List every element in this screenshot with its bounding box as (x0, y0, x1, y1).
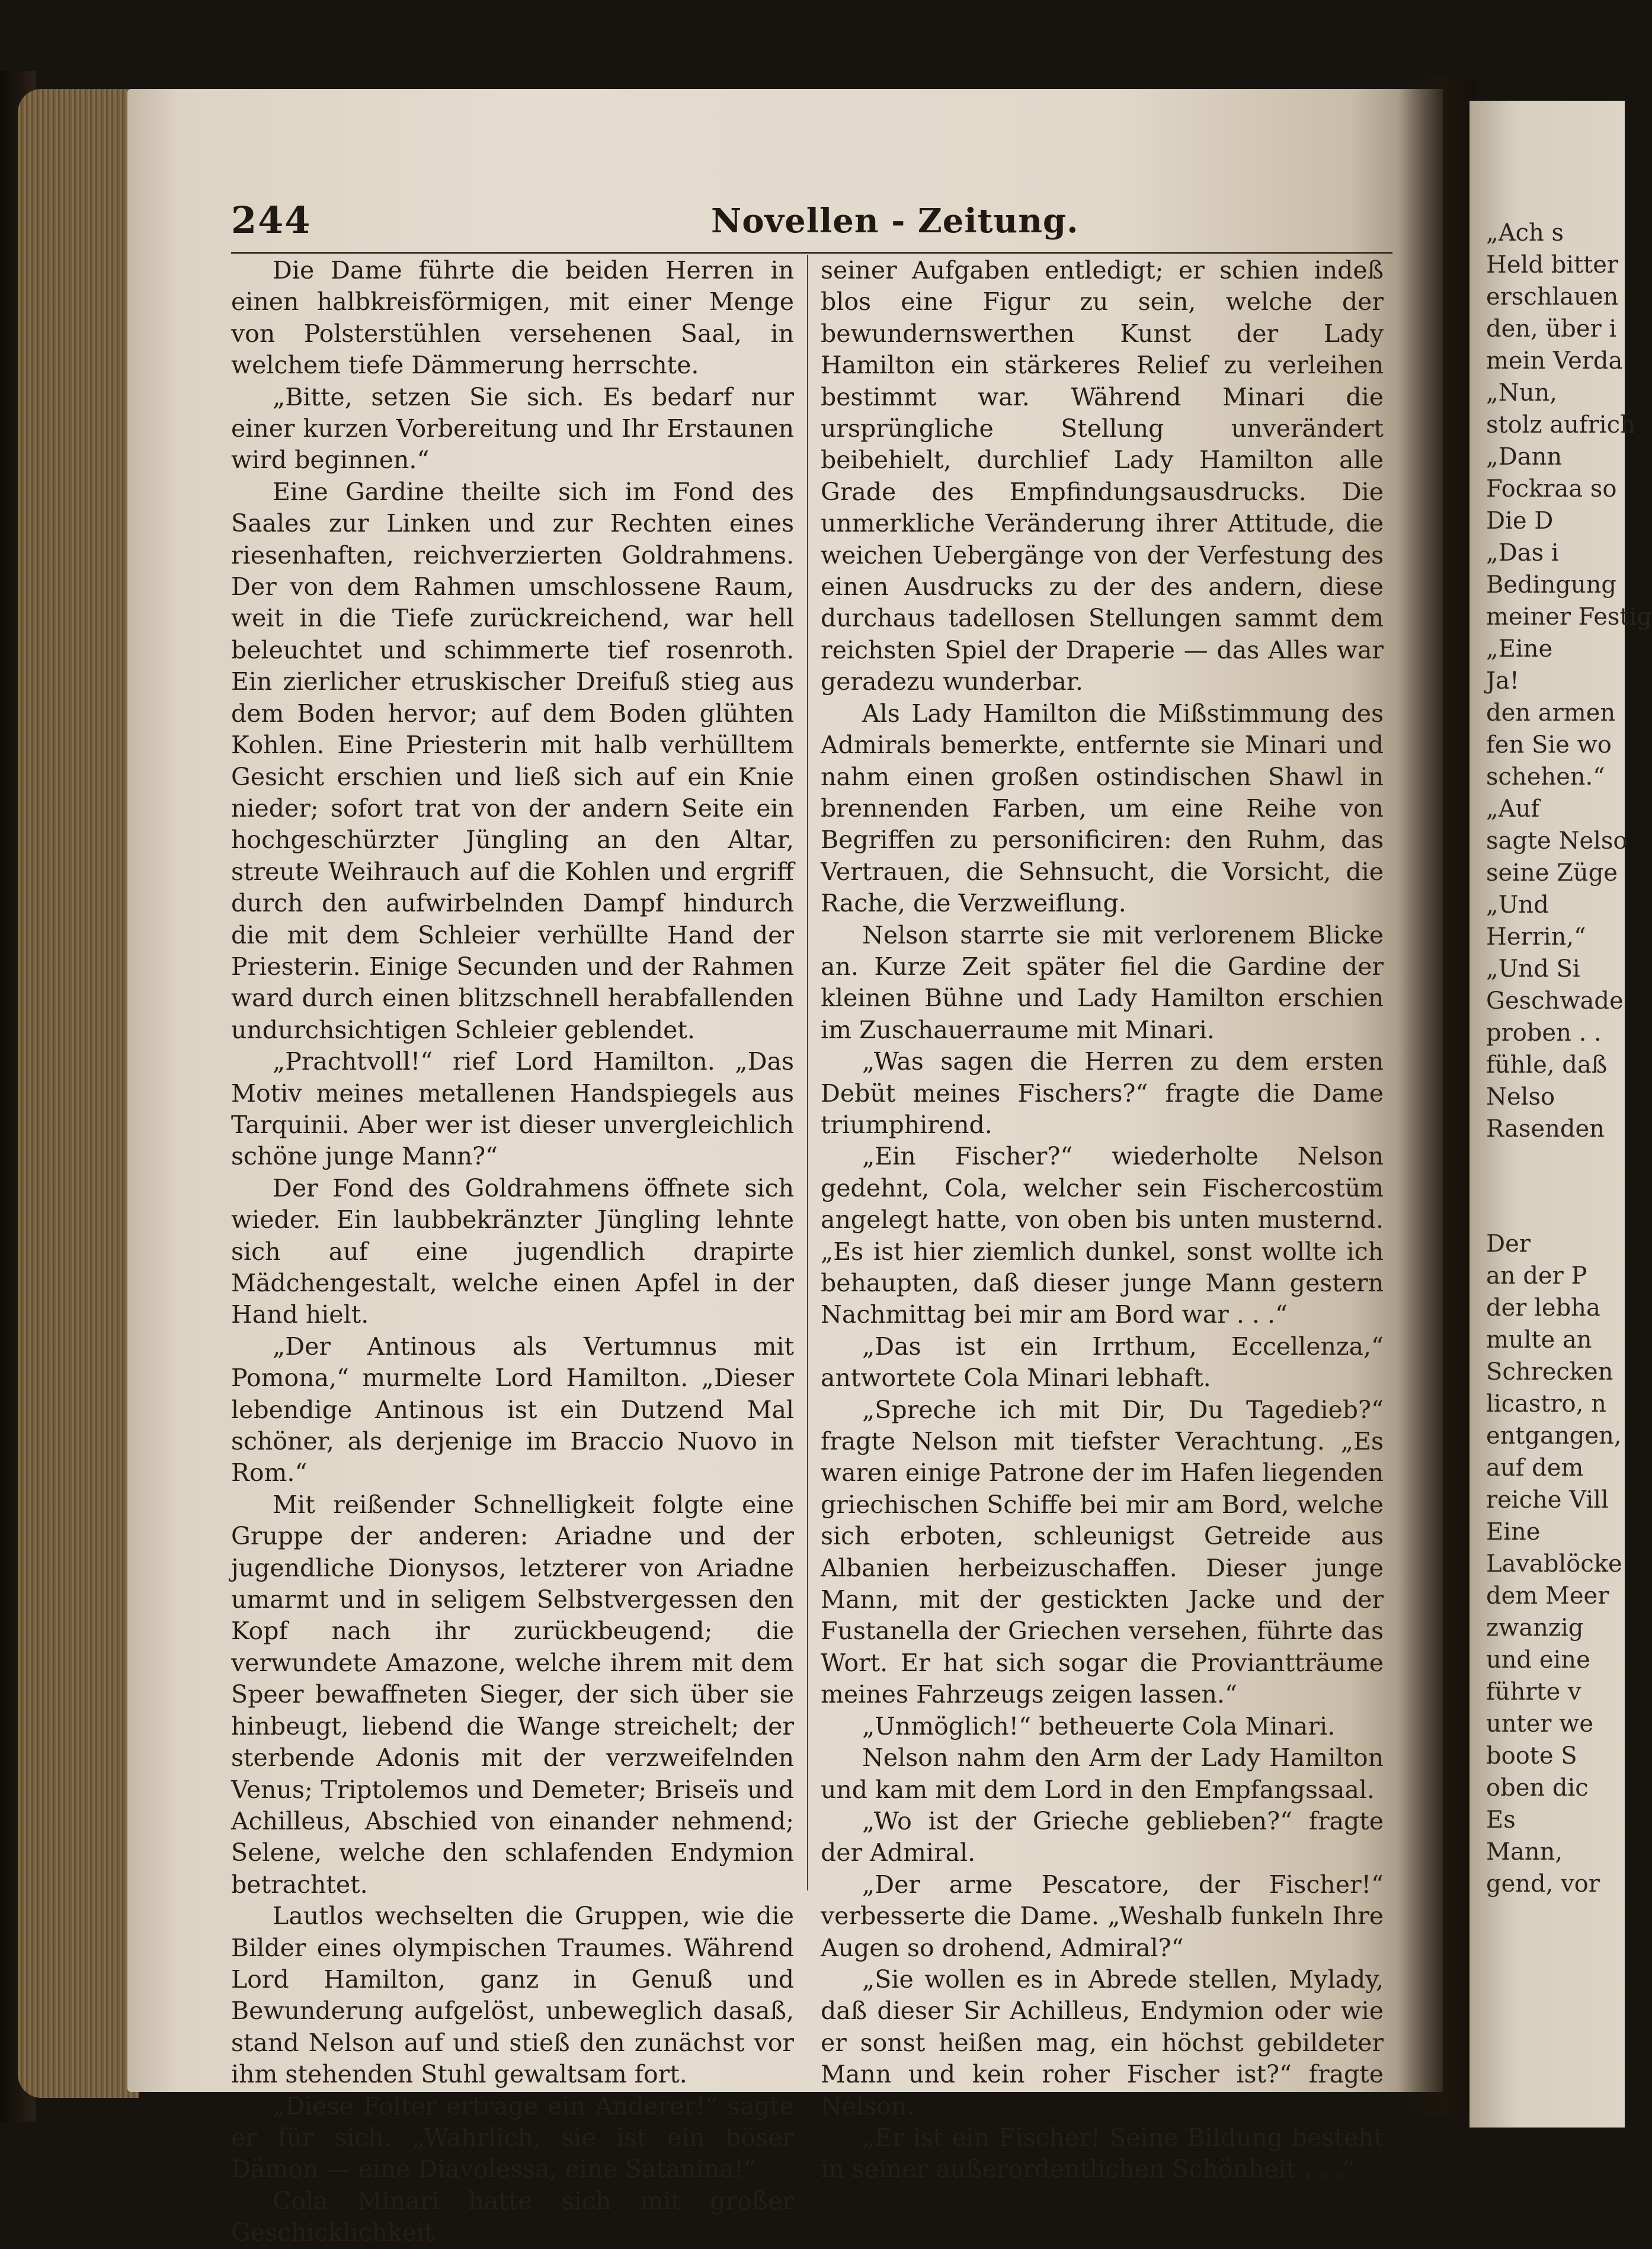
paragraph: „Er ist ein Fischer! Seine Bildung besteht in seiner außerordentlichen Schönheit . . .“ (821, 2123, 1384, 2184)
facing-page-line: Mann, (1486, 1838, 1563, 1866)
facing-page-line: zwanzig (1486, 1614, 1584, 1642)
paragraph: Der Fond des Goldrahmens öffnete sich wieder. Ein laubbekränzter Jüngling lehnte sich auf eine jugendlich drapirte Mädchengestalt, welche einen Apfel in der Hand hielt. (231, 1173, 794, 1329)
facing-page-line: Lavablöcke (1486, 1550, 1622, 1578)
facing-page-line: an der P (1486, 1262, 1587, 1290)
facing-page-line: und eine (1486, 1646, 1590, 1674)
facing-page-line: Held bitter (1486, 251, 1619, 279)
paragraph: „Sie wollen es in Abrede stellen, Mylady, daß dieser Sir Achilleus, Endymion oder wie er sonst heißen mag, ein höchst gebildeter Mann und kein roher Fischer ist?“ fragte Nelson. (821, 1965, 1384, 2120)
facing-page-line: „Dann (1486, 443, 1563, 471)
facing-page-line: sagte Nelso (1486, 827, 1628, 855)
paragraph: „Der Antinous als Vertumnus mit Pomona,“ murmelte Lord Hamilton. „Dieser lebendige Antinous ist ein Dutzend Mal schöner, als derjenige im Braccio Nuovo in Rom.“ (231, 1332, 794, 1487)
paragraph: „Was sagen die Herren zu dem ersten Debüt meines Fischers?“ fragte die Dame triumphirend. (821, 1047, 1384, 1139)
facing-page-line: Der (1486, 1230, 1531, 1258)
paragraph: „Unmöglich!“ betheuerte Cola Minari. (862, 1711, 1336, 1741)
facing-page-line: erschlauen (1486, 283, 1619, 311)
facing-page-line: multe an (1486, 1326, 1592, 1354)
paragraph: „Ein Fischer?“ wiederholte Nelson gedehnt, Cola, welcher sein Fischercostüm angelegt hatte, von oben bis unten musternd. „Es ist hier ziemlich dunkel, sonst wollte ich behaupten, daß dieser junge Mann gestern Nachmittag bei mir am Bord war . . .“ (821, 1142, 1384, 1329)
facing-page-fragment (1469, 101, 1652, 2128)
facing-page-line: Fockraa so (1486, 475, 1617, 503)
facing-page-line: mein Verda (1486, 347, 1623, 375)
paragraph: „Prachtvoll!“ rief Lord Hamilton. „Das Motiv meines metallenen Handspiegels aus Tarquinii. Aber wer ist dieser unvergleichlich schöne junge Mann?“ (231, 1047, 794, 1171)
paragraph: Die Dame führte die beiden Herren in einen halbkreisförmigen, mit einer Menge von Polsterstühlen versehenen Saal, in welchem tiefe Dämmerung herrschte. (231, 256, 794, 380)
left-column (231, 255, 794, 2249)
facing-page-line: Bedingung (1486, 571, 1616, 599)
facing-page-line: dem Meer (1486, 1582, 1609, 1610)
facing-page-line: Nelso (1486, 1083, 1555, 1111)
facing-page-line: fen Sie wo (1486, 731, 1612, 759)
column-divider (807, 255, 808, 1890)
paragraph: „Bitte, setzen Sie sich. Es bedarf nur einer kurzen Vorbereitung und Ihr Erstaunen wird beginnen.“ (231, 382, 794, 475)
paragraph: „Spreche ich mit Dir, Du Tagedieb?“ fragte Nelson mit tiefster Verachtung. „Es waren einige Patrone der im Hafen liegenden griechischen Schiffe bei mir am Bord, welche sich erboten, schleunigst Getreide aus Albanien herbeizuschaffen. Dieser junge Mann, mit der gestickten Jacke und der Fustanella der Griechen versehen, führte das Wort. Er hat sich sogar die Proviantträume meines Fahrzeugs zeigen lassen.“ (821, 1395, 1384, 1709)
facing-page-line: Die D (1486, 507, 1554, 535)
facing-page-line: „Eine (1486, 635, 1553, 663)
page-fore-edge (18, 89, 139, 2098)
paragraph: „Der arme Pescatore, der Fischer!“ verbesserte die Dame. „Weshalb funkeln Ihre Augen so drohend, Admiral?“ (821, 1870, 1384, 1962)
facing-page-line: „Und (1486, 891, 1549, 919)
facing-page-line: Herrin,“ (1486, 923, 1586, 951)
paragraph: seiner Aufgaben entledigt; er schien indeß blos eine Figur zu sein, welche der bewundernswerthen Kunst der Lady Hamilton ein stärkeres Relief zu verleihen bestimmt war. Während Minari die ursprüngliche Stellung unverändert beibehielt, durchlief Lady Hamilton alle Grade des Empfindungsausdrucks. Die unmerkliche Veränderung ihrer Attitude, die weichen Uebergänge von der Verfestung des einen Ausdrucks zu der des andern, diese durchaus tadellosen Stellungen sammt dem reichsten Spiel der Draperie — das Alles war geradezu wunderbar. (821, 256, 1384, 696)
facing-page-line: unter we (1486, 1710, 1594, 1738)
paragraph: Mit reißender Schnelligkeit folgte eine Gruppe der anderen: Ariadne und der jugendliche Dionysos, letzterer von Ariadne umarmt und in seligem Selbstvergessen den Kopf nach ihr zurückbeugend; die verwundete Amazone, welche ihrem mit dem Speer bewaffneten Sieger, der sich über sie hinbeugt, liebend die Wange streichelt; der sterbende Adonis mit der verzweifelnden Venus; Triptolemos und Demeter; Briseïs und Achilleus, Abschied von einander nehmend; Selene, welche den schlafenden Endymion betrachtet. (231, 1490, 794, 1899)
facing-page-line: den armen (1486, 699, 1616, 727)
facing-page-line: schehen.“ (1486, 763, 1605, 791)
paragraph: Eine Gardine theilte sich im Fond des Saales zur Linken und zur Rechten eines riesenhaften, reichverzierten Goldrahmens. Der von dem Rahmen umschlossene Raum, weit in die Tiefe zurückreichend, war hell beleuchtet und schimmerte tief rosenroth. Ein zierlicher etruskischer Dreifuß stieg aus dem Boden hervor; auf dem Boden glühten Kohlen. Eine Priesterin mit halb verhülltem Gesicht erschien und ließ sich auf ein Knie nieder; sofort trat von der andern Seite ein hochgeschürzter Jüngling an den Altar, streute Weihrauch auf die Kohlen und ergriff durch den aufwirbelnden Dampf hindurch die mit dem Schleier verhüllte Hand der Priesterin. Einige Secunden und der Rahmen ward durch einen blitzschnell herabfallenden undurchsichtigen Schleier geblendet. (231, 477, 794, 1044)
facing-page-line: „Ach s (1486, 219, 1564, 247)
facing-page-line: gend, vor (1486, 1870, 1600, 1898)
header-rule (231, 252, 1392, 254)
paragraph: Cola Minari hatte sich mit großer Geschicklichkeit (231, 2186, 794, 2247)
facing-page-line: Eine (1486, 1518, 1541, 1546)
facing-page-line: fühle, daß (1486, 1051, 1608, 1079)
facing-page-line: Es (1486, 1806, 1516, 1834)
facing-page-line: Schrecken (1486, 1358, 1613, 1386)
facing-page-line: reiche Vill (1486, 1486, 1609, 1514)
facing-page-line: boote S (1486, 1742, 1577, 1770)
facing-page-line: licastro, n (1486, 1390, 1606, 1418)
paragraph: Nelson nahm den Arm der Lady Hamilton und kam mit dem Lord in den Empfangssaal. (821, 1743, 1384, 1804)
paragraph: „Das ist ein Irrthum, Eccellenza,“ antwortete Cola Minari lebhaft. (821, 1332, 1384, 1393)
paragraph: „Diese Folter ertrage ein Anderer!“ sagte er für sich. „Wahrlich, sie ist ein böser Dämon — eine Diavolessa, eine Satanina!“ (231, 2091, 794, 2184)
facing-page-line: Ja! (1486, 667, 1519, 695)
facing-page-line: führte v (1486, 1678, 1581, 1706)
right-column (821, 255, 1384, 2186)
facing-page-line: proben . . (1486, 1019, 1602, 1047)
paragraph: Lautlos wechselten die Gruppen, wie die Bilder eines olympischen Traumes. Während Lord Hamilton, ganz in Genuß und Bewunderung aufgelöst, unbeweglich dasaß, stand Nelson auf und stieß den zunächst vor ihm stehenden Stuhl gewaltsam fort. (231, 1902, 794, 2089)
facing-page-line: seine Züge (1486, 859, 1618, 887)
facing-page-line: „Nun, (1486, 379, 1557, 407)
facing-page-line: Rasenden (1486, 1115, 1605, 1143)
facing-page-line: auf dem (1486, 1454, 1584, 1482)
facing-page-line: „Auf (1486, 795, 1540, 823)
facing-page-line: den, über i (1486, 315, 1617, 343)
facing-page-line: „Das i (1486, 539, 1559, 567)
facing-page-line: „Und Si (1486, 955, 1580, 983)
facing-page-line: oben dic (1486, 1774, 1589, 1802)
paragraph: Nelson starrte sie mit verlorenem Blicke an. Kurze Zeit später fiel die Gardine der kleinen Bühne und Lady Hamilton erschien im Zuschauerraume mit Minari. (821, 920, 1384, 1044)
facing-page-line: der lebha (1486, 1294, 1600, 1322)
running-head: Novellen - Zeitung. (711, 201, 1079, 241)
facing-page-line: entgangen, (1486, 1422, 1622, 1450)
paragraph: „Wo ist der Grieche geblieben?“ fragte der Admiral. (821, 1806, 1384, 1867)
gutter-shadow (1398, 77, 1475, 2116)
facing-page-line: stolz aufrich (1486, 411, 1635, 439)
page-number: 244 (231, 199, 312, 242)
facing-page-line: Geschwade (1486, 987, 1624, 1015)
paragraph: Als Lady Hamilton die Mißstimmung des Admirals bemerkte, entfernte sie Minari und nahm einen großen ostindischen Shawl in brennenden Farben, um eine Reihe von Begriffen zu personificiren: den Ruhm, das Vertrauen, die Sehnsucht, die Vorsicht, die Rache, die Verzweiflung. (821, 699, 1384, 918)
facing-page-line: meiner Festig (1486, 603, 1652, 631)
